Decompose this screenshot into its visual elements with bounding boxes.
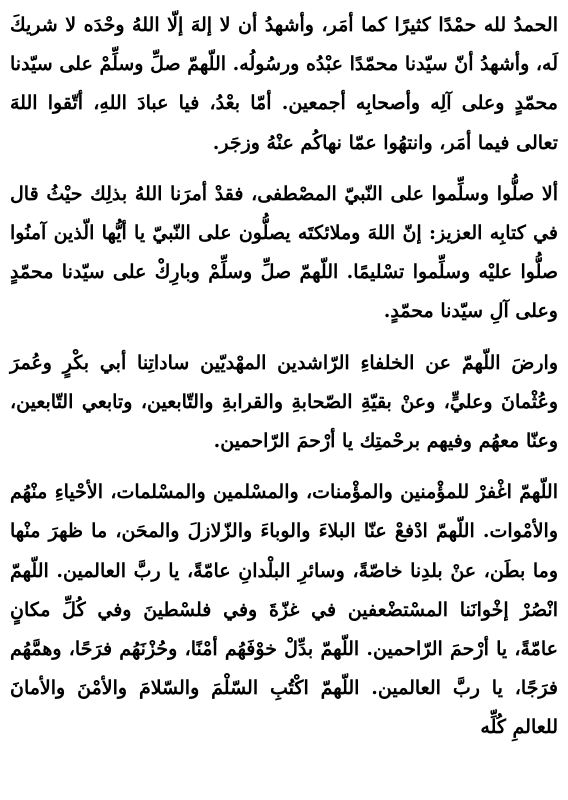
supplication-paragraph: اللّهمّ اغْفرْ للمؤْمنين والمؤْمنات، والمسْلمين والمسْلمات، الأحْياءِ منْهُم والأمْوات. اللّهمّ ادْفعْ عنّا البلاءَ والوباءَ والزّلازلَ والمحَن، ما ظهرَ منْها وما بطَن، عنْ بلدِنا خاصّةً، وسائرِ البلْدانِ عامّةً، يا ربَّ العالمين. اللّهمّ انْصُرْ إخْوانَنا المسْتضْعفين في غزّةَ وفي فلسْطينَ وفي كُلِّ مكانٍ عامّةً، يا أرْحمَ الرّاحمين. اللّهمّ بدِّلْ خوْفَهُم أمْنًا، وحُزْنَهُم فرَحًا، وهمَّهُم فرَجًا، يا ربَّ العالمين. اللّهمّ اكْتُبِ السّلْمَ والسّلامَ والأمْنَ والأمانَ للعالمِ كُلِّه (10, 481, 558, 739)
salawat-paragraph: ألا صلُّوا وسلِّموا على النّبيّ المصْطفى، فقدْ أمرَنا اللهُ بذلِك حيْثُ قال في كتابِه العزيز: إنّ اللهَ وملائكتَه يصلُّون على النّبيّ يا أيُّها الّذين آمنُوا صلُّوا عليْه وسلِّموا تسْليمًا. اللّهمّ صلِّ وسلِّمْ وبارِكْ على سيّدنا محمّدٍ وعلى آلِ سيّدنا محمّدٍ. (10, 182, 558, 323)
companions-paragraph: وارضَ اللّهمّ عن الخلفاءِ الرّاشدين المهْديّين ساداتِنا أبي بكْرٍ وعُمرَ وعُثْمانَ وعليٍّ، وعنْ بقيّةِ الصّحابةِ والقرابةِ والتّابعين، وتابعي التّابعين، وعنّا معهُم وفيهم برحْمتِك يا أرْحمَ الرّاحمين. (10, 351, 558, 453)
opening-praise-paragraph: الحمدُ لله حمْدًا كثيرًا كما أمَر، وأشهدُ أن لا إلهَ إلّا اللهُ وحْدَه لا شريكَ لَه، وأشهدُ أنّ سيّدنا محمّدًا عبْدُه ورسُولُه. اللّهمّ صلِّ وسلِّمْ على سيّدنا محمّدٍ وعلى آلِه وأصحابِه أجمعين. أمّا بعْدُ، فيا عبادَ اللهِ، أتّقوا اللهَ تعالى فيما أمَر، وانتهُوا عمّا نهاكُم عنْهُ وزجَر. (10, 14, 558, 154)
